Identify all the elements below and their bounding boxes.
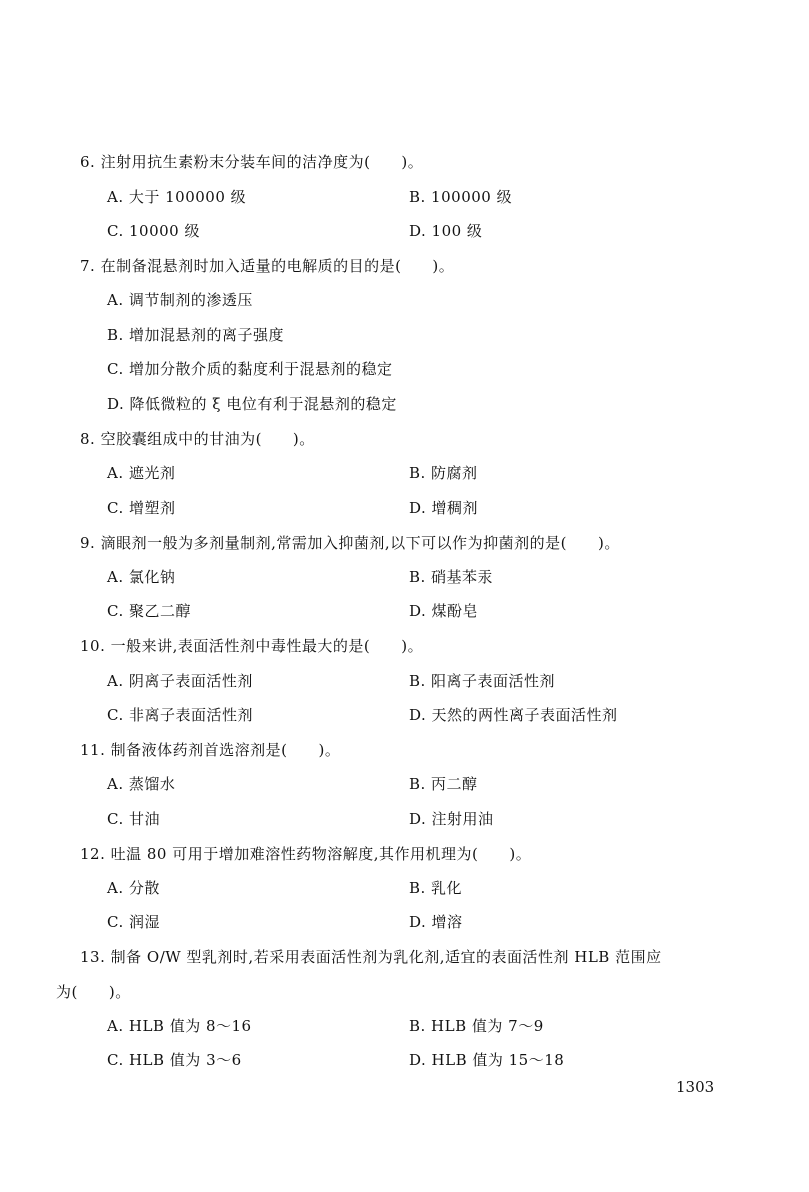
question-stem: 12. 吐温 80 可用于增加难溶性药物溶解度,其作用机理为( )。 bbox=[80, 845, 532, 863]
option: D. 注射用油 bbox=[409, 810, 494, 828]
option: D. HLB 值为 15～18 bbox=[409, 1051, 565, 1069]
question-stem: 10. 一般来讲,表面活性剂中毒性最大的是( )。 bbox=[80, 637, 424, 655]
option: D. 天然的两性离子表面活性剂 bbox=[409, 706, 618, 724]
question-stem: 13. 制备 O/W 型乳剂时,若采用表面活性剂为乳化剂,适宜的表面活性剂 HLB 范围应 bbox=[80, 948, 662, 966]
option: B. 100000 级 bbox=[409, 188, 513, 206]
option: A. 分散 bbox=[107, 879, 160, 897]
option: B. 乳化 bbox=[409, 879, 463, 897]
option: B. HLB 值为 7～9 bbox=[409, 1017, 544, 1035]
option: D. 降低微粒的 ξ 电位有利于混悬剂的稳定 bbox=[107, 395, 397, 413]
option: C. HLB 值为 3～6 bbox=[107, 1051, 242, 1069]
option: A. 阴离子表面活性剂 bbox=[107, 672, 253, 690]
option: C. 润湿 bbox=[107, 913, 160, 931]
option: D. 增溶 bbox=[409, 913, 463, 931]
option: A. 调节制剂的渗透压 bbox=[107, 291, 253, 309]
option: C. 10000 级 bbox=[107, 222, 200, 240]
option: D. 增稠剂 bbox=[409, 499, 479, 517]
option: D. 100 级 bbox=[409, 222, 483, 240]
option: B. 增加混悬剂的离子强度 bbox=[107, 326, 285, 344]
option: D. 煤酚皂 bbox=[409, 602, 479, 620]
page-number: 1303 bbox=[676, 1078, 715, 1096]
option: C. 聚乙二醇 bbox=[107, 602, 191, 620]
question-stem-continuation: 为( )。 bbox=[56, 983, 131, 1001]
option: C. 甘油 bbox=[107, 810, 160, 828]
option: B. 硝基苯汞 bbox=[409, 568, 494, 586]
option: B. 防腐剂 bbox=[409, 464, 478, 482]
option: A. 遮光剂 bbox=[107, 464, 176, 482]
option: A. 蒸馏水 bbox=[107, 775, 176, 793]
option: B. 丙二醇 bbox=[409, 775, 478, 793]
option: C. 增塑剂 bbox=[107, 499, 176, 517]
question-stem: 6. 注射用抗生素粉末分装车间的洁净度为( )。 bbox=[80, 153, 424, 171]
question-stem: 9. 滴眼剂一般为多剂量制剂,常需加入抑菌剂,以下可以作为抑菌剂的是( )。 bbox=[80, 534, 620, 552]
option: A. 大于 100000 级 bbox=[107, 188, 247, 206]
question-stem: 11. 制备液体药剂首选溶剂是( )。 bbox=[80, 741, 341, 759]
option: C. 增加分散介质的黏度利于混悬剂的稳定 bbox=[107, 360, 393, 378]
option: C. 非离子表面活性剂 bbox=[107, 706, 253, 724]
option: A. 氯化钠 bbox=[107, 568, 176, 586]
option: A. HLB 值为 8～16 bbox=[107, 1017, 252, 1035]
question-stem: 7. 在制备混悬剂时加入适量的电解质的目的是( )。 bbox=[80, 257, 455, 275]
question-stem: 8. 空胶囊组成中的甘油为( )。 bbox=[80, 430, 315, 448]
option: B. 阳离子表面活性剂 bbox=[409, 672, 556, 690]
